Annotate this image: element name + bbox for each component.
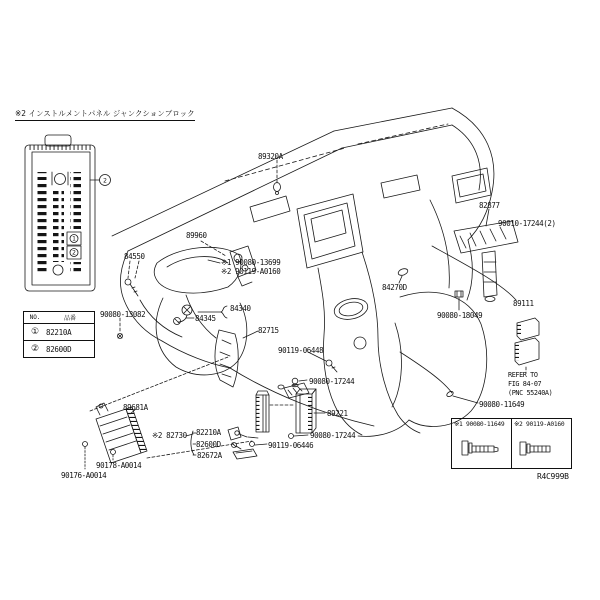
junction-block-inset — [25, 135, 111, 291]
fastener-table — [451, 418, 572, 469]
part-label-82877: 82877 — [479, 201, 500, 210]
part-label-90080-17244-upper: 90080-17244 — [309, 377, 355, 386]
fastener-cell-2 — [512, 419, 571, 468]
part-label-82672a: 82672A — [197, 451, 222, 460]
row-part-number: 82600D — [46, 344, 72, 354]
part-label-82715: 82715 — [258, 326, 279, 335]
row-part-number: 82210A — [46, 327, 72, 337]
bolt-icon-90119-06448 — [308, 352, 337, 372]
refer-note-line2: FIG 84-07 — [508, 380, 542, 388]
inset-callout-number: 2 — [103, 177, 107, 185]
part-label-82210a: 82210A — [196, 428, 221, 437]
part-label-89221: 89221 — [327, 409, 348, 418]
part-label-90080-17244-lower: 90080-17244 — [310, 431, 356, 440]
part-label-90119-06446: 90119-06446 — [268, 441, 314, 450]
reference-table-header-no: NO. — [29, 314, 41, 321]
bolt-icon-90119-06446 — [250, 442, 268, 447]
document-code: R4C999B — [537, 472, 569, 481]
grommet-89320a — [274, 160, 281, 195]
part-label-89681a: 89681A — [123, 403, 148, 412]
refer-note-line1: REFER TO — [508, 371, 538, 379]
nut-icon-90080-18049 — [455, 291, 463, 310]
part-label-90178-a0014: 90178-A0014 — [96, 461, 142, 470]
screw-note-1: ※1 90080-13699 — [221, 258, 281, 267]
part-label-89960: 89960 — [186, 231, 207, 240]
part-label-90080-13082: 90080-13082 — [100, 310, 146, 319]
refer-note — [508, 371, 552, 398]
part-label-84340: 84340 — [230, 304, 251, 313]
part-label-89320a: 89320A — [258, 152, 283, 161]
grommet-84270d — [397, 267, 408, 283]
dashboard-line-art — [112, 108, 516, 436]
fastener-cell-2-label: ※2 90119-A0160 — [514, 421, 565, 428]
part-label-90080-11649: 90080-11649 — [479, 400, 525, 409]
part-label-84270d: 84270D — [382, 283, 407, 292]
ecu-89111 — [515, 318, 539, 373]
clip-icon-90080-11649 — [446, 390, 478, 403]
fastener-cell-1-label: ※1 90080-11649 — [454, 421, 505, 428]
part-label-90080-18049: 90080-18049 — [437, 311, 483, 320]
part-label-89111: 89111 — [513, 299, 534, 308]
refer-note-line3: (PNC 55240A) — [508, 389, 553, 397]
reference-table-header-part: 品番 — [63, 315, 76, 322]
fastener-cell-1 — [452, 419, 512, 468]
row-mark: ① — [30, 326, 40, 337]
bolt-icon-84550 — [125, 261, 139, 296]
part-label-84345: 84345 — [195, 314, 216, 323]
part-label-90010-17244: 90010-17244(2) — [498, 219, 556, 228]
reference-table — [23, 311, 95, 358]
leader-screw-note — [208, 260, 220, 263]
inset-slot2-number: 2 — [72, 249, 76, 257]
relay-module — [256, 391, 269, 432]
exploded-view-lines — [90, 357, 252, 458]
diagram-caption: ※2 インストルメントパネル ジャンクションブロック — [15, 108, 195, 121]
bolt-icon-90080-13082 — [118, 318, 123, 339]
ecu-89681a — [83, 403, 148, 469]
screw-note-2: ※2 90119-A0160 — [221, 267, 281, 276]
part-label-84550: 84550 — [124, 252, 145, 261]
reference-table-row — [24, 323, 94, 340]
part-label-82600d: 82600D — [196, 440, 221, 449]
reference-table-header — [24, 312, 94, 323]
inset-slot1-number: 1 — [72, 235, 76, 243]
row-mark: ② — [30, 343, 40, 354]
part-label-90119-06448: 90119-06448 — [278, 346, 324, 355]
part-label-82730: ※2 82730 — [152, 431, 187, 440]
part-label-90176-a0014: 90176-A0014 — [61, 471, 107, 480]
trim-panel-82715 — [215, 330, 258, 387]
bolt-icon-90080-17244-lower — [289, 434, 309, 439]
reference-table-row — [24, 340, 94, 357]
